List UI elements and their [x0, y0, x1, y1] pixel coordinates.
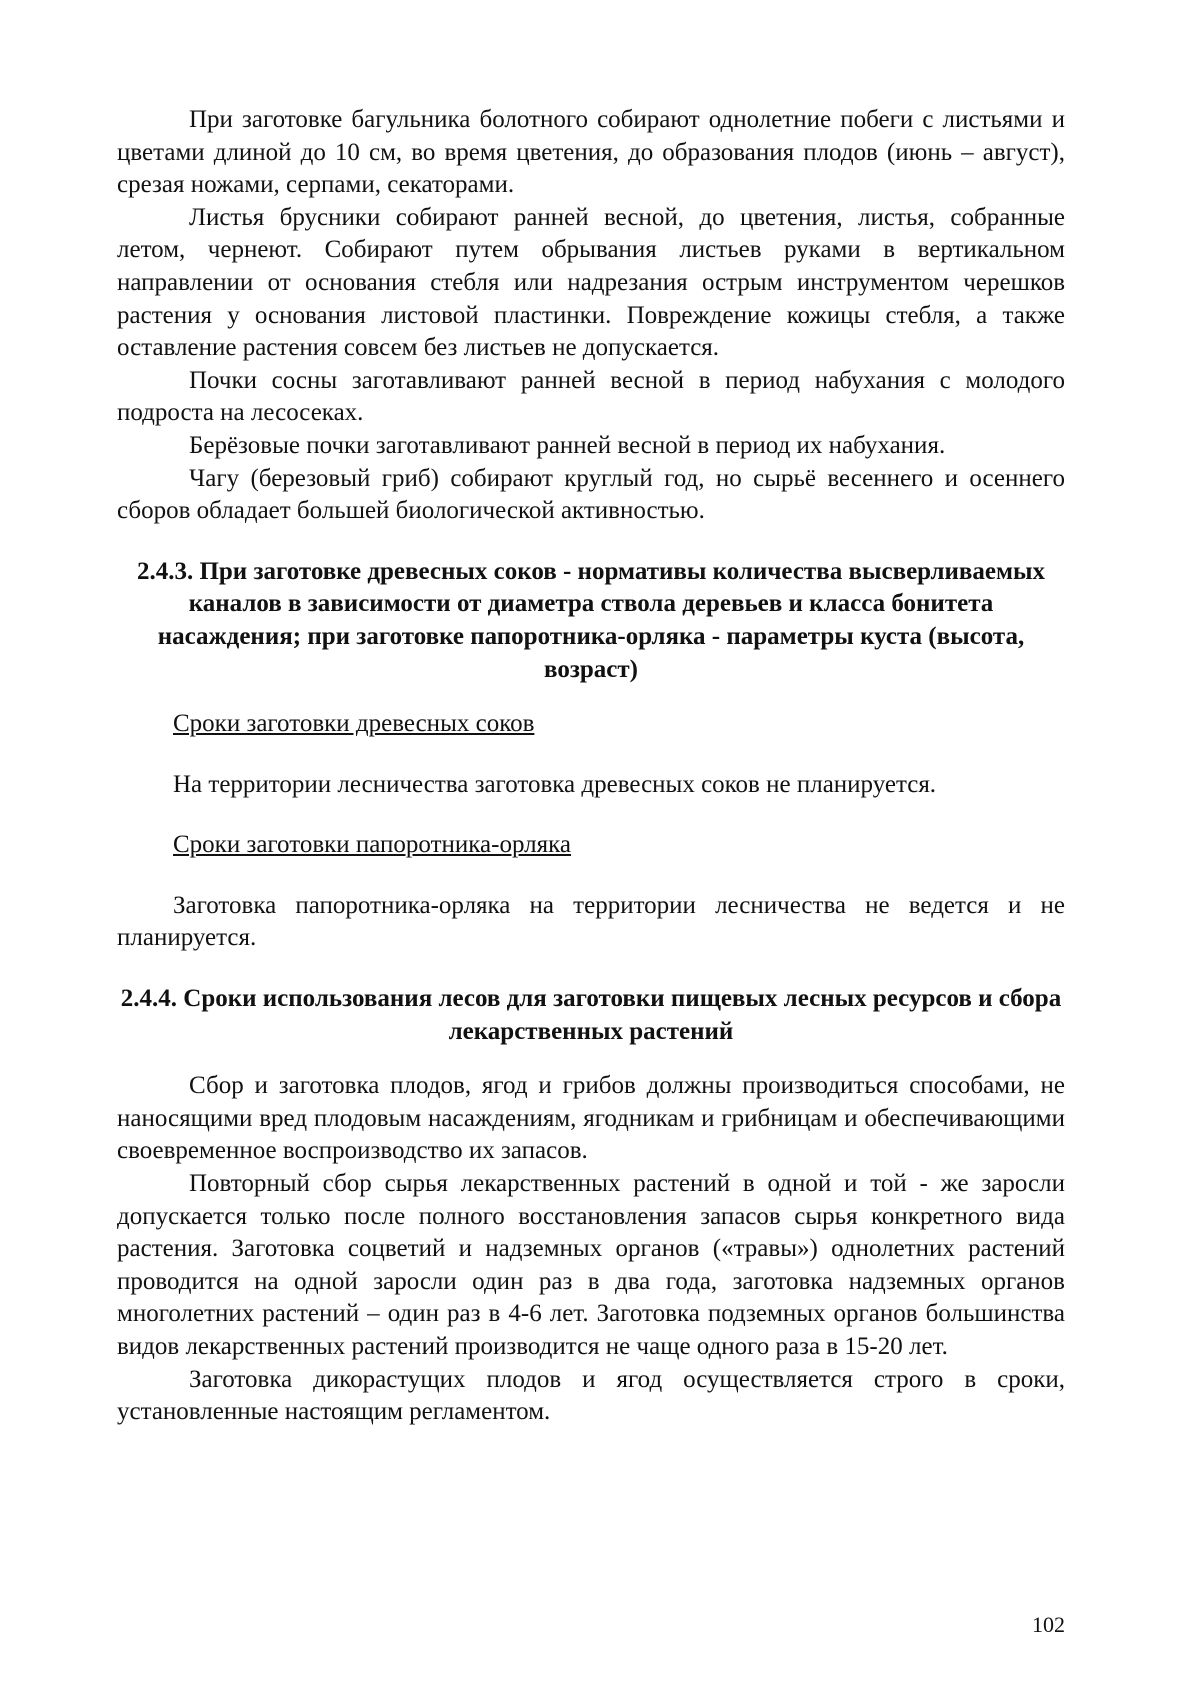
page-number: 102: [1032, 1612, 1065, 1637]
paragraph-fruit-collection: Сбор и заготовка плодов, ягод и грибов должны производиться способами, не наносящими вред плодовым насаждениям, ягодникам и грибницам и обеспечивающими своевременное воспроизводство их запасов.: [117, 1072, 1065, 1165]
paragraph-lingonberry: Листья брусники собирают ранней весной, до цветения, листья, собранные летом, чернеют. Собирают путем обрывания листьев руками в вертикальном направлении от основания стебля или надрезания острым инструментом черешков растения у основания листовой пластинки. Повреждение кожицы стебля, а также оставление растения совсем без листьев не допускается.: [117, 203, 1065, 362]
paragraph-bracken: Заготовка папоротника-орляка на территории лесничества не ведется и не планируется.: [117, 891, 1065, 952]
paragraph-ledum: При заготовке багульника болотного собирают однолетние побеги с листьями и цветами длиной до 10 см, во время цветения, до образования плодов (июнь – август), срезая ножами, серпами, секаторами.: [117, 106, 1065, 199]
section-244-heading: 2.4.4. Сроки использования лесов для заготовки пищевых лесных ресурсов и сбора лекарственных растений: [120, 985, 1062, 1045]
spacer: [117, 686, 1065, 708]
paragraph-medicinal-repeat: Повторный сбор сырья лекарственных растений в одной и той - же заросли допускается только после полного восстановления запасов сырья конкретного вида растения. Заготовка соцветий и надземных органов («травы») однолетних растений проводится на одной заросли один раз в два года, заготовка надземных органов многолетних растений – один раз в 4-6 лет. Заготовка подземных органов большинства видов лекарственных растений производится не чаще одного раза в 15-20 лет.: [117, 1170, 1065, 1360]
spacer: [117, 955, 1065, 983]
paragraph-chaga: Чагу (березовый гриб) собирают круглый год, но сырьё весеннего и осеннего сборов обладает большей биологической активностью.: [117, 464, 1065, 525]
subheading-bracken-text: Сроки заготовки папоротника-орляка: [173, 831, 571, 859]
paragraph-pine-buds: Почки сосны заготавливают ранней весной в период набухания с молодого подроста на лесосеках.: [117, 366, 1065, 427]
spacer: [117, 741, 1065, 769]
subheading-tree-sap-text: Сроки заготовки древесных соков: [173, 710, 535, 738]
document-page: [117, 104, 1065, 1429]
paragraph-birch-buds: Берёзовые почки заготавливают ранней весной в период их набухания.: [189, 431, 946, 459]
subheading-bracken: [117, 829, 1065, 862]
spacer: [117, 801, 1065, 829]
subheading-tree-sap: [117, 708, 1065, 741]
paragraph-tree-sap: На территории лесничества заготовка древесных соков не планируется.: [173, 770, 937, 798]
spacer: [117, 1048, 1065, 1070]
spacer: [117, 528, 1065, 556]
paragraph-wild-fruit-terms: Заготовка дикорастущих плодов и ягод осуществляется строго в сроки, установленные настоящим регламентом.: [117, 1365, 1065, 1426]
spacer: [117, 862, 1065, 890]
section-243-heading: 2.4.3. При заготовке древесных соков - нормативы количества высверливаемых каналов в зависимости от диаметра ствола деревьев и класса бонитета насаждения; при заготовке папоротника-орляка - параметры куста (высота, возраст): [136, 557, 1046, 683]
